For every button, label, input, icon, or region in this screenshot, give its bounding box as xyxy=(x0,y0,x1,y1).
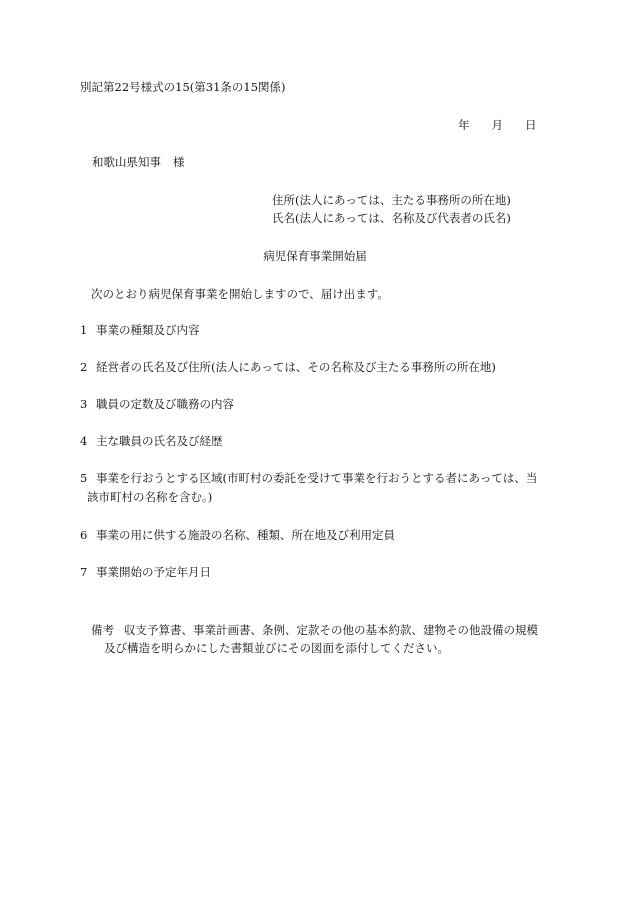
item-text-continuation: 該市町村の名称を含む。) xyxy=(87,490,213,504)
list-item xyxy=(80,362,496,374)
remarks-text-continuation: 及び構造を明らかにした書類並びにその図面を添付してください。 xyxy=(104,641,449,655)
item-number: 4 xyxy=(80,434,88,448)
applicant-name-label: 氏名(法人にあっては、名称及び代表者の氏名) xyxy=(272,211,511,225)
item-text: 経営者の氏名及び住所(法人にあっては、その名称及び主たる事務所の所在地) xyxy=(96,360,496,374)
item-text: 事業開始の予定年月日 xyxy=(96,565,211,579)
addressee-honorific: 様 xyxy=(173,155,185,169)
date-day-label: 日 xyxy=(525,118,537,132)
list-item xyxy=(80,399,234,411)
item-text: 事業の種類及び内容 xyxy=(96,323,200,337)
item-text: 主な職員の氏名及び経歴 xyxy=(96,434,223,448)
date-month-label: 月 xyxy=(491,118,503,132)
intro-text: 次のとおり病児保育事業を開始しますので、届け出ます。 xyxy=(91,287,389,301)
item-number: 3 xyxy=(80,397,88,411)
remarks-text: 収支予算書、事業計画書、条例、定款その他の基本約款、建物その他設備の規模 xyxy=(124,623,538,637)
list-item xyxy=(80,530,395,542)
remarks-label: 備考 xyxy=(91,623,114,637)
item-number: 1 xyxy=(80,323,88,337)
item-number: 5 xyxy=(80,471,88,485)
addressee-name: 和歌山県知事 xyxy=(92,155,161,169)
item-number: 2 xyxy=(80,360,88,374)
form-number: 別記第22号様式の15(第31条の15関係) xyxy=(80,80,286,94)
item-number: 6 xyxy=(80,528,88,542)
item-text: 職員の定数及び職務の内容 xyxy=(96,397,234,411)
list-item xyxy=(80,436,223,448)
date-line xyxy=(458,120,537,132)
item-text: 事業を行おうとする区域(市町村の委託を受けて事業を行おうとする者にあっては、当 xyxy=(96,471,538,485)
item-number: 7 xyxy=(80,565,88,579)
date-year-label: 年 xyxy=(458,118,470,132)
list-item xyxy=(80,567,211,579)
list-item xyxy=(80,473,537,485)
addressee xyxy=(92,157,185,169)
applicant-address-label: 住所(法人にあっては、主たる事務所の所在地) xyxy=(272,193,511,207)
item-text: 事業の用に供する施設の名称、種類、所在地及び利用定員 xyxy=(96,528,395,542)
document-title: 病児保育事業開始届 xyxy=(263,249,367,263)
remarks xyxy=(91,625,538,637)
list-item xyxy=(80,325,200,337)
